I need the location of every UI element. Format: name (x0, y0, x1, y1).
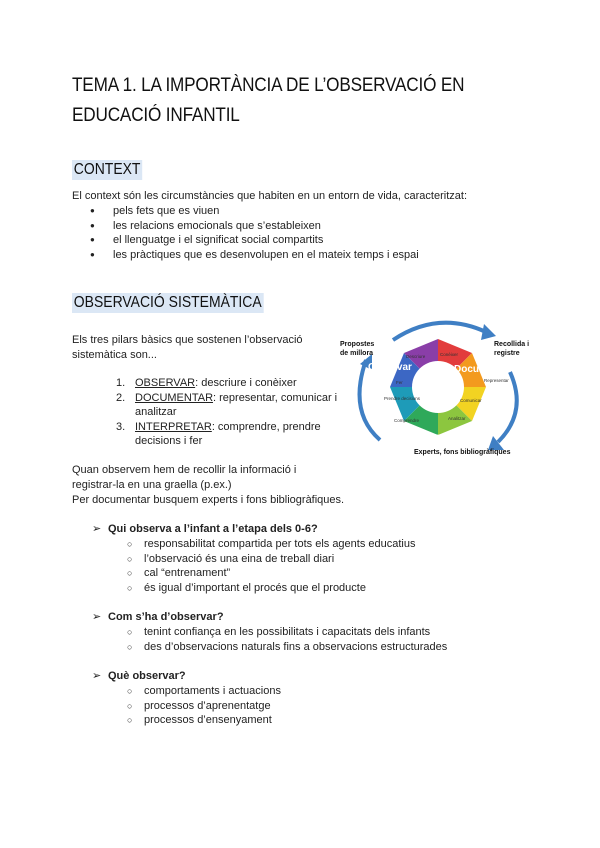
obs-intro-line-1: Els tres pilars bàsics que sostenen l’observació (72, 334, 303, 346)
record-line-2: registrar-la en una graella (p.ex.) (72, 479, 232, 491)
list-item: ● les pràctiques que es desenvolupen en el mateix temps i espai (90, 248, 419, 263)
record-line-1: Quan observem hem de recollir la informació i (72, 464, 297, 476)
list-item: ● el llenguatge i el significat social compartits (90, 233, 419, 248)
list-item: ○ comportaments i actuacions (127, 684, 281, 699)
label-small: Comunicar (460, 398, 482, 403)
context-heading: CONTEXT (73, 161, 141, 178)
record-line-3: Per documentar busquem experts i fons bibliogràfiques. (72, 494, 345, 506)
label-small: Descriure (406, 354, 426, 359)
label-experts: Experts, fons bibliogràfiques (414, 449, 511, 456)
label-small: Analitzar (448, 416, 466, 421)
list-item: ○ cal “entrenament” (127, 566, 416, 581)
list-item: ○ l’observació és una eina de treball diari (127, 552, 416, 567)
label-small: Prendre decisions (384, 396, 421, 401)
observacio-heading: OBSERVACIÓ SISTEMÀTICA (73, 294, 262, 311)
arrow-bullet-icon: ➢ (92, 670, 102, 682)
label-interpretar: Interpretar (408, 432, 459, 443)
pillars-list (100, 376, 340, 449)
label-small: Conèixer (440, 352, 459, 357)
pillar-term: DOCUMENTAR (135, 391, 214, 404)
context-intro: El context són les circumstàncies que habiten en un entorn de vida, caracteritzat: (72, 190, 467, 202)
question-items (127, 625, 447, 654)
page-title: TEMA 1. LA IMPORTÀNCIA DE L’OBSERVACIÓ EN EDUCACIÓ INFANTIL (72, 74, 465, 126)
observation-cycle-diagram (338, 312, 538, 460)
label-recollida: registre (494, 350, 520, 357)
label-small: Fer (396, 380, 403, 385)
list-item: ○ tenint confiança en les possibilitats i capacitats dels infants (127, 625, 447, 640)
label-propostes: de millora (340, 350, 374, 357)
arrow-bullet-icon: ➢ (92, 611, 102, 623)
pillar-term: OBSERVAR (135, 377, 196, 389)
list-item: ● les relacions emocionals que s’estableixen (90, 219, 419, 234)
question-heading: ➢ Què observar? (92, 670, 186, 682)
pillar-term: INTERPRETAR (135, 420, 212, 433)
pillar-item: 2. DOCUMENTAR: representar, comunicar i analitzar (116, 391, 338, 418)
list-item: ○ responsabilitat compartida per tots els agents educatius (127, 537, 416, 552)
list-item: ○ processos d’aprenentatge (127, 699, 281, 714)
pillar-item: 1. OBSERVAR: descriure i conèixer (116, 377, 297, 389)
arrow-bullet-icon: ➢ (92, 523, 102, 535)
context-bullet-list (90, 204, 419, 262)
pillar-item: 3. INTERPRETAR: comprendre, prendre decisions i fer (116, 420, 321, 447)
label-documentar: Documentar (454, 364, 513, 375)
list-item: ○ processos d’ensenyament (127, 713, 281, 728)
question-items (127, 684, 281, 728)
question-items (127, 537, 416, 595)
list-item: ○ és igual d’important el procés que el producte (127, 581, 416, 596)
list-item: ● pels fets que es viuen (90, 204, 419, 219)
label-small: Representar (484, 378, 509, 383)
arrow-head-icon (481, 324, 496, 340)
question-heading: ➢ Qui observa a l’infant a l’etapa dels 0-6? (92, 523, 318, 535)
cycle-arrow-top (393, 323, 486, 340)
label-observar: Observar (368, 362, 412, 373)
question-heading: ➢ Com s’ha d’observar? (92, 611, 224, 623)
label-recollida: Recollida i (494, 341, 530, 348)
label-propostes: Propostes (340, 341, 375, 348)
label-small: Comprendre (394, 418, 420, 423)
list-item: ○ des d’observacions naturals fins a observacions estructurades (127, 640, 447, 655)
obs-intro-line-2: sistemàtica son... (72, 349, 157, 361)
